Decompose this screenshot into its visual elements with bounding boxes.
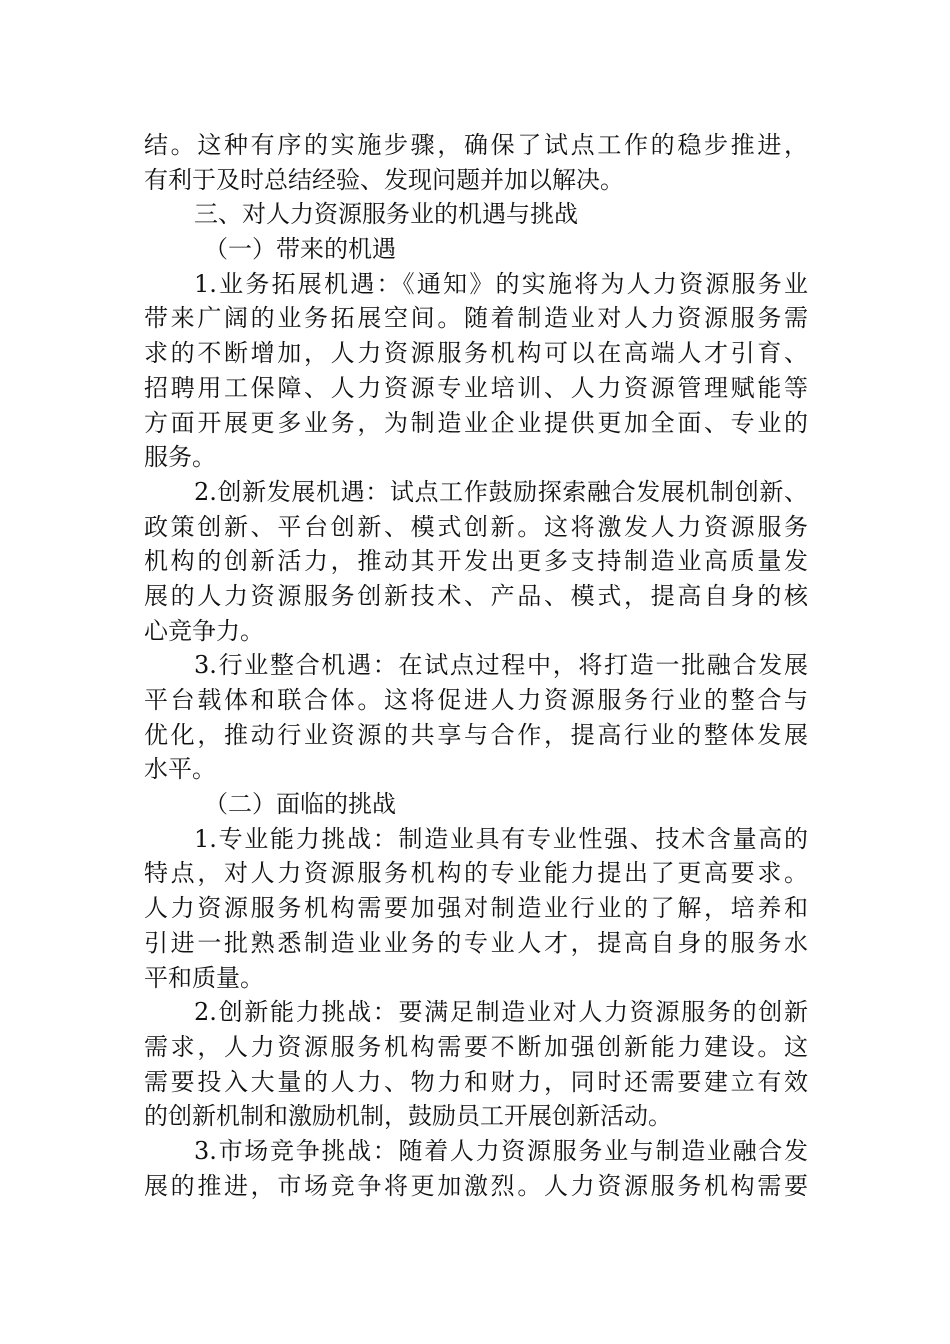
text-line: 2.创新发展机遇：试点工作鼓励探索融合发展机制创新、	[194, 477, 808, 506]
text-line: 展的人力资源服务创新技术、产品、模式，提高自身的核	[144, 581, 808, 610]
text-line: 带来广阔的业务拓展空间。随着制造业对人力资源服务需	[144, 304, 808, 333]
section-heading: 三、对人力资源服务业的机遇与挑战	[194, 200, 578, 229]
document-body	[144, 128, 808, 1203]
text-line: 心竞争力。	[144, 616, 264, 645]
text-line: 招聘用工保障、人力资源专业培训、人力资源管理赋能等	[144, 373, 808, 402]
text-line: 机构的创新活力，推动其开发出更多支持制造业高质量发	[144, 547, 808, 576]
text-line: 方面开展更多业务，为制造业企业提供更加全面、专业的	[144, 408, 808, 437]
text-line: 3.市场竞争挑战：随着人力资源服务业与制造业融合发	[194, 1136, 808, 1165]
text-line: 求的不断增加，人力资源服务机构可以在高端人才引育、	[144, 339, 808, 368]
text-line: 政策创新、平台创新、模式创新。这将激发人力资源服务	[144, 512, 808, 541]
text-line: 需求，人力资源服务机构需要不断加强创新能力建设。这	[144, 1032, 808, 1061]
subsection-heading: （一）带来的机遇	[204, 235, 396, 264]
subsection-heading: （二）面临的挑战	[204, 790, 396, 819]
text-line: 服务。	[144, 443, 216, 472]
text-line: 需要投入大量的人力、物力和财力，同时还需要建立有效	[144, 1067, 808, 1096]
text-line: 平台载体和联合体。这将促进人力资源服务行业的整合与	[144, 686, 808, 714]
text-line: 2.创新能力挑战：要满足制造业对人力资源服务的创新	[194, 998, 808, 1027]
text-line: 1.业务拓展机遇：《通知》的实施将为人力资源服务业	[194, 269, 808, 298]
text-line: 人力资源服务机构需要加强对制造业行业的了解，培养和	[144, 894, 808, 923]
text-line: 优化，推动行业资源的共享与合作，提高行业的整体发展	[144, 720, 808, 749]
text-line: 3.行业整合机遇：在试点过程中，将打造一批融合发展	[194, 651, 808, 680]
text-line: 展的推进，市场竞争将更加激烈。人力资源服务机构需要	[144, 1171, 808, 1200]
text-line: 有利于及时总结经验、发现问题并加以解决。	[144, 165, 624, 194]
text-line: 结。这种有序的实施步骤，确保了试点工作的稳步推进，	[144, 131, 808, 159]
text-line: 特点，对人力资源服务机构的专业能力提出了更高要求。	[144, 859, 808, 888]
text-line: 水平。	[144, 755, 216, 784]
text-line: 的创新机制和激励机制，鼓励员工开展创新活动。	[144, 1102, 672, 1131]
text-line: 引进一批熟悉制造业业务的专业人才，提高自身的服务水	[144, 928, 808, 957]
text-line: 平和质量。	[144, 963, 264, 992]
text-line: 1.专业能力挑战：制造业具有专业性强、技术含量高的	[194, 824, 808, 853]
